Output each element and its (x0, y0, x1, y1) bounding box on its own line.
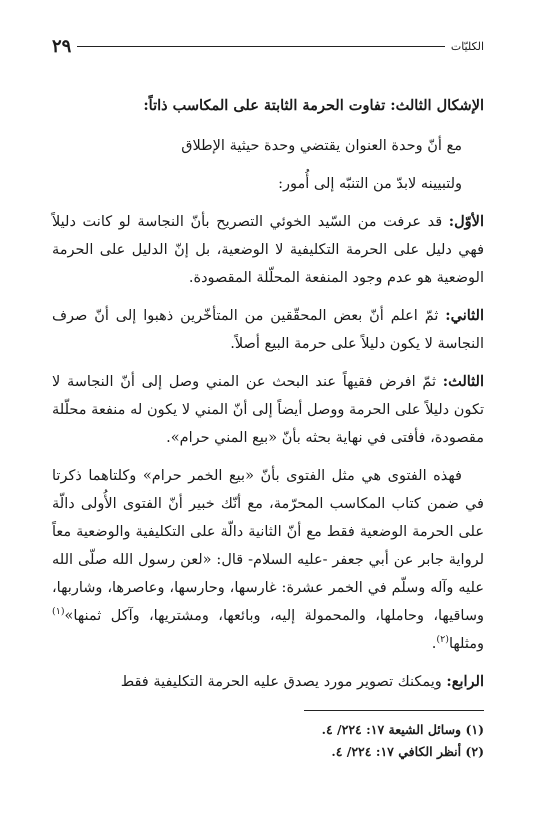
section-heading: الإشكال الثالث: تفاوت الحرمة الثابتة على المكاسب ذاتاً: (143, 97, 484, 114)
header-rule (77, 46, 445, 47)
footnotes (52, 719, 484, 763)
page-number: ٢٩ (52, 35, 72, 57)
point-second-text: ثمّ اعلم أنّ بعض المحقّقين من المتأخّرين ذهبوا إلى أنّ صرف النجاسة لا يكون دليلاً على حرمة البيع أصلاً. (52, 308, 484, 352)
footnote-2: (٢) أنظر الكافي ١٧: ٢٢٤/ ٤. (331, 744, 484, 759)
fatwa-paragraph-end: . (431, 636, 437, 652)
footnote-divider (304, 710, 484, 711)
body-text (52, 92, 484, 696)
point-third-text: ثمّ افرض فقيهاً عند البحث عن المني وصل إلى أنّ النجاسة لا تكون دليلاً على الحرمة ووصل أيضاً إلى أنّ المني لا يكون له منفعة محلّلة مقصودة، فأفتى في نهاية بحثه بأنّ «بيع المني حرام». (52, 374, 484, 446)
page-header (52, 36, 484, 56)
running-title: الكليّات (450, 39, 484, 53)
intro-line-2: ولتبيينه لابدّ من التنبّه إلى أُمور: (278, 176, 462, 192)
point-first (52, 208, 484, 292)
fatwa-paragraph-text: فهذه الفتوى هي مثل الفتوى بأنّ «بيع الخمر حرام» وكلتاهما ذكرتا في ضمن كتاب المكاسب المحرّمة، مع أنّك خبير أنّ الفتوى الأُولى دالّة على الحرمة الوضعية فقط مع أنّ الثانية دالّة على التكليفية والوضعية معاً لرواية جابر عن أبي جعفر -عليه السلام- قال: «لعن رسول الله صلّى الله عليه وآله وسلّم في الخمر عشرة: غارسها، وحارسها، وعاصرها، وشاربها، وساقيها، وحاملها، والمحمولة إليه، وبائعها، ومشتريها، وآكل ثمنها» (52, 468, 484, 624)
book-page (52, 36, 484, 763)
point-second (52, 302, 484, 358)
point-first-label: الأوّل: (448, 213, 484, 230)
point-second-label: الثاني: (445, 307, 484, 324)
point-first-text: قد عرفت من السّيد الخوئي التصريح بأنّ النجاسة لو كانت دليلاً فهي دليل على الحرمة التكليفية لا الوضعية، بل إنّ الدليل على الحرمة الوضعية هو عدم وجود المنفعة المحلّلة المقصودة. (52, 214, 484, 286)
footnote-1: (١) وسائل الشيعة ١٧: ٢٢٤/ ٤. (321, 722, 484, 737)
intro-line-1: مع أنّ وحدة العنوان يقتضي وحدة حيثية الإطلاق (181, 138, 462, 154)
footnote-ref-2[interactable]: (٢) (436, 634, 449, 646)
footnote-ref-1[interactable]: (١) (52, 606, 65, 618)
point-fourth (52, 668, 484, 696)
point-third (52, 368, 484, 452)
fatwa-paragraph (52, 462, 484, 658)
point-third-label: الثالث: (442, 373, 484, 390)
point-fourth-text: ويمكنك تصوير مورد يصدق عليه الحرمة التكليفية فقط (120, 674, 447, 690)
fatwa-paragraph-mid: ومثلها (448, 636, 484, 652)
point-fourth-label: الرابع: (446, 673, 484, 690)
